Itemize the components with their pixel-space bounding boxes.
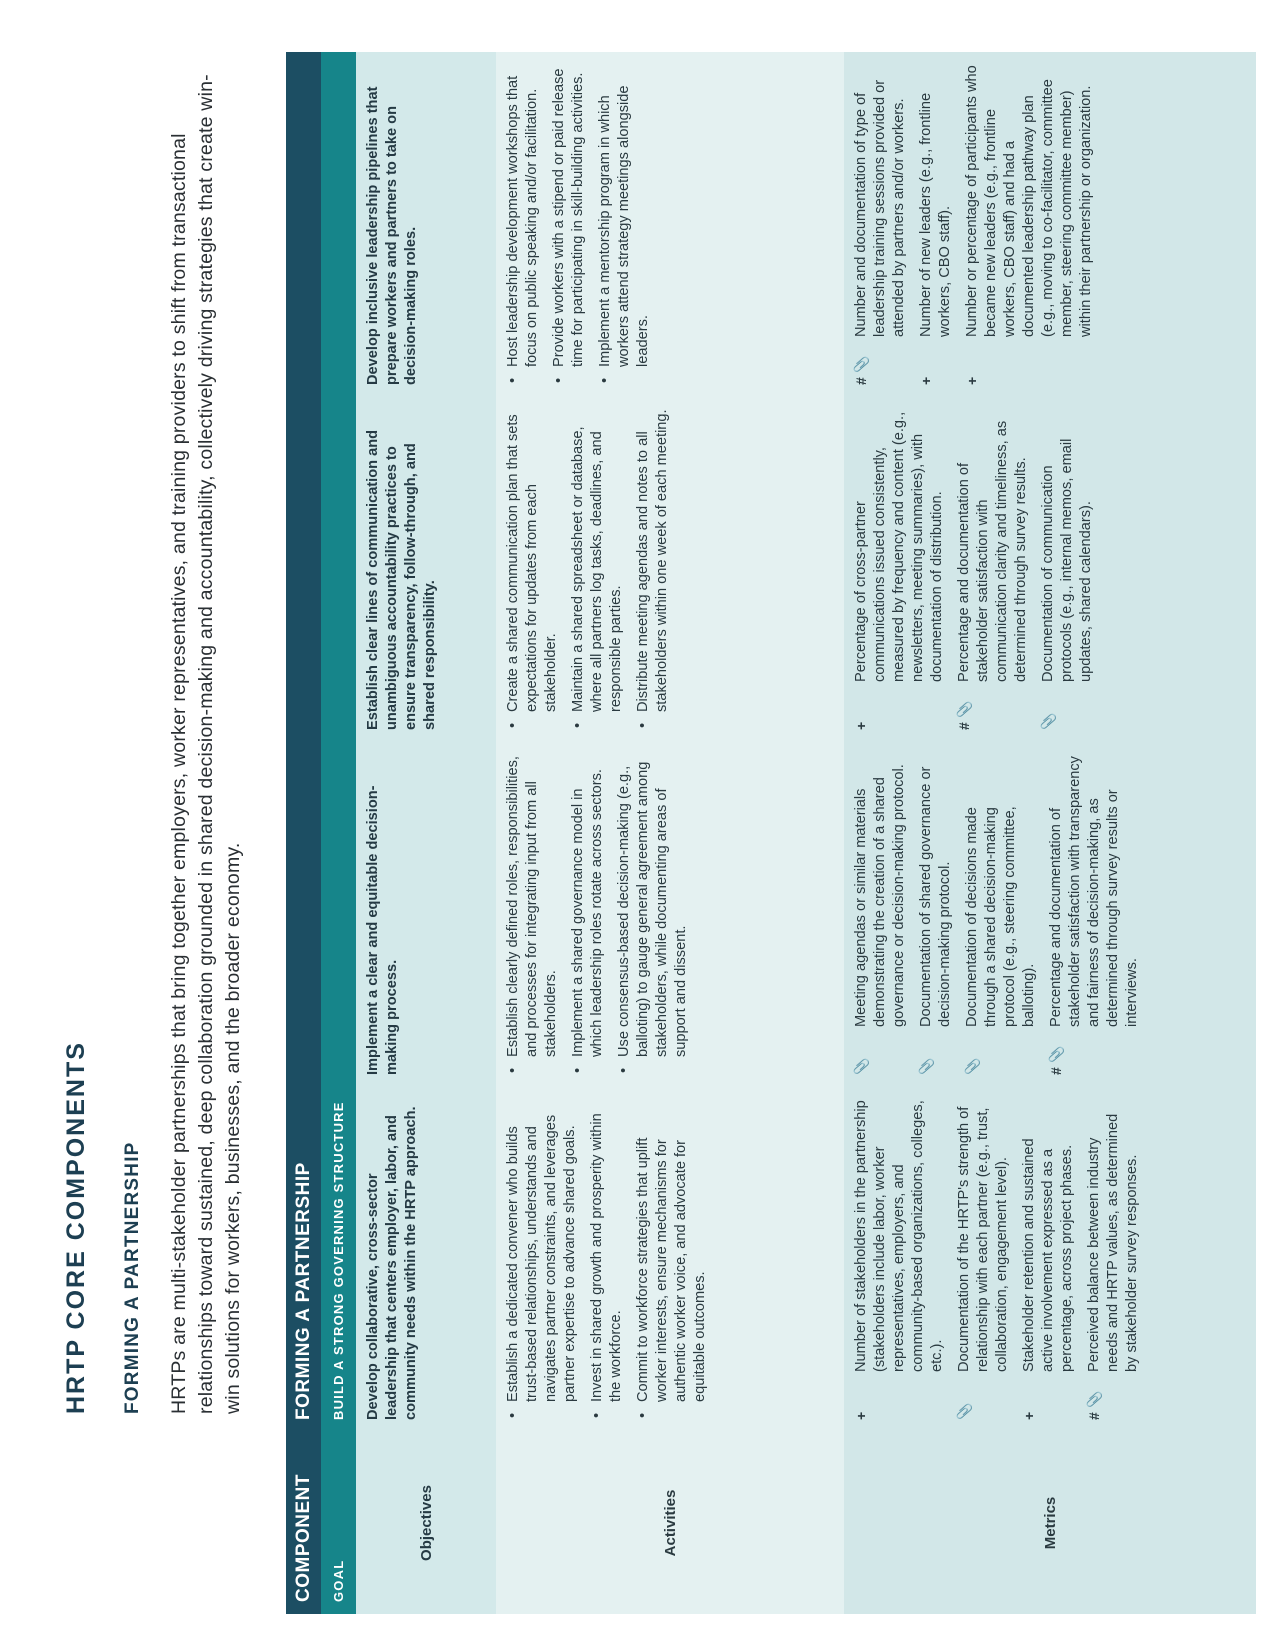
metric-text: Perceived balance between industry needs and HRTP values, as determined by stakeholder survey responses. [1086,1113,1140,1372]
objective-cell: Develop collaborative, cross-sector leadership that centers employer, labor, and community needs within the HRTP approach. [356,1087,496,1432]
metric-item [963,754,1039,1075]
metric-text: Number of stakeholders in the partnership (stakeholders include labor, worker representatives, employers, and community-based organizations, colleges, etc.). [853,1100,945,1372]
metric-type-icon: # 📎 [1086,1390,1102,1420]
metric-type-icon: 📎 [1040,712,1056,730]
activity-item: • Commit to workforce strategies that uplift worker interests, ensure mechanisms for authentic worker voice, and advocate for equitable outcomes. [634,1099,710,1420]
metric-item [917,64,955,385]
objective-cell: Implement a clear and equitable decision-making process. [356,742,496,1087]
page-title: HRTP CORE COMPONENTS [62,1041,90,1414]
metric-text: Documentation of the HRTP's strength of relationship with each partner (e.g., trust, collaboration, engagement level). [956,1106,1010,1372]
activity-item: • Provide workers with a stipend or paid release time for participating in skill-building activities. [550,64,588,385]
metric-text: Documentation of shared governance or decision-making protocol. [918,766,953,1027]
component-value: FORMING A PARTNERSHIP [286,52,321,1432]
metric-type-icon: # 📎 [853,355,869,385]
goal-label: GOAL [321,1432,356,1614]
activity-item: • Invest in shared growth and prosperity within the workforce. [588,1099,626,1420]
metric-item [852,64,909,385]
intro-paragraph: HRTPs are multi-stakeholder partnerships that bring together employers, worker representatives, and training providers to shift from transactional relationships toward sustained, deep collaboration grounded in shared decision-making and accountability, collectively driving strategies that create win-win solutions for workers, businesses, and the broader economy. [168,74,244,1414]
activities-cell [496,52,844,397]
objectives-label: Objectives [356,1432,496,1614]
metric-text: Documentation of decisions made through a shared decision-making protocol (e.g., steering committee, balloting). [964,806,1037,1027]
activities-cell [496,1087,844,1432]
metric-text: Meeting agendas or similar materials demonstrating the creation of a shared governance or decision-making protocol. [853,764,907,1027]
metrics-row [844,52,1256,1614]
metrics-cell [844,52,1256,397]
metric-text: Stakeholder retention and sustained active involvement expressed as a percentage, across project phases. [1021,1138,1075,1372]
metric-item [1047,754,1142,1075]
activity-item: • Maintain a shared spreadsheet or database, where all partners log tasks, deadlines, and responsible parties. [569,409,626,730]
activity-item: • Distribute meeting agendas and notes to all stakeholders within one week of each meeting. [634,409,672,730]
metric-type-icon: 📎 [918,1057,934,1075]
metric-item [1020,1099,1077,1420]
metric-text: Percentage and documentation of stakeholder satisfaction with communication clarity and timeliness, as determined through survey results. [956,420,1029,682]
metric-text: Number or percentage of participants who became new leaders (e.g., frontline workers, CBO staff) and had a documented leadership pathway plan (e.g., moving to co-facilitator, committee member, steering committee member) within their partnership or organization. [964,65,1094,337]
objective-cell: Develop inclusive leadership pipelines that prepare workers and partners to take on decision-making roles. [356,52,496,397]
metric-type-icon: + [853,721,869,730]
metric-item [1085,1099,1142,1420]
activity-item: • Establish clearly defined roles, responsibilities, and processes for integrating input from all stakeholders. [504,754,561,1075]
metric-type-icon: # 📎 [956,700,972,730]
activity-item: • Use consensus-based decision-making (e.g., balloting) to gauge general agreement among stakeholders, while documenting areas of support and dissent. [615,754,691,1075]
metric-text: Number and documentation of type of leadership training sessions provided or attended by partners and/or workers. [853,79,907,337]
metric-item [852,1099,947,1420]
metric-type-icon: 📎 [956,1402,972,1420]
metric-type-icon: + [918,376,934,385]
metric-text: Number of new leaders (e.g., frontline workers, CBO staff). [918,92,953,337]
core-components-table [286,52,1256,1614]
metric-text: Percentage and documentation of stakeholder satisfaction with transparency and fairness of decision-making, as determined through survey results or interviews. [1048,756,1140,1027]
activity-item: • Implement a mentorship program in which workers attend strategy meetings alongside leaders. [596,64,653,385]
metrics-cell [844,397,1256,742]
metric-item [852,754,909,1075]
activity-item: • Host leadership development workshops that focus on public speaking and/or facilitation. [504,64,542,385]
metric-type-icon: + [1021,1411,1037,1420]
metric-type-icon: + [964,376,980,385]
metric-item [1039,409,1096,730]
metric-type-icon: 📎 [853,1057,869,1075]
metric-type-icon: 📎 [964,1057,980,1075]
activities-label: Activities [496,1432,844,1614]
goal-row [321,52,356,1614]
activity-item: • Create a shared communication plan that sets expectations for updates from each stakeholder. [504,409,561,730]
goal-value: BUILD A STRONG GOVERNING STRUCTURE [321,52,356,1432]
activity-item: • Implement a shared governance model in which leadership roles rotate across sectors. [569,754,607,1075]
activity-item: • Establish a dedicated convener who builds trust-based relationships, understands and navigates partner constraints, and leverages partner expertise to advance shared goals. [504,1099,580,1420]
metrics-cell [844,1087,1256,1432]
activities-cell [496,397,844,742]
metrics-label: Metrics [844,1432,1256,1614]
metric-text: Documentation of communication protocols (e.g., internal memos, email updates, shared calendars). [1040,438,1094,682]
metric-type-icon: + [853,1411,869,1420]
section-subtitle: FORMING A PARTNERSHIP [122,1141,143,1414]
objective-cell: Establish clear lines of communication and unambiguous accountability practices to ensure transparency, follow-through, and shared responsibility. [356,397,496,742]
metric-item [963,64,1096,385]
metric-item [955,1099,1012,1420]
metric-item [917,754,955,1075]
metric-item [852,409,947,730]
activities-row [496,52,844,1614]
objectives-row [356,52,496,1614]
activities-cell [496,742,844,1087]
component-row [286,52,321,1614]
metric-item [955,409,1031,730]
metric-text: Percentage of cross-partner communications issued consistently, measured by frequency and content (e.g., newsletters, meeting summaries), with documentation of distribution. [853,411,945,682]
metrics-cell [844,742,1256,1087]
component-label: COMPONENT [286,1432,321,1614]
metric-type-icon: # 📎 [1048,1045,1064,1075]
